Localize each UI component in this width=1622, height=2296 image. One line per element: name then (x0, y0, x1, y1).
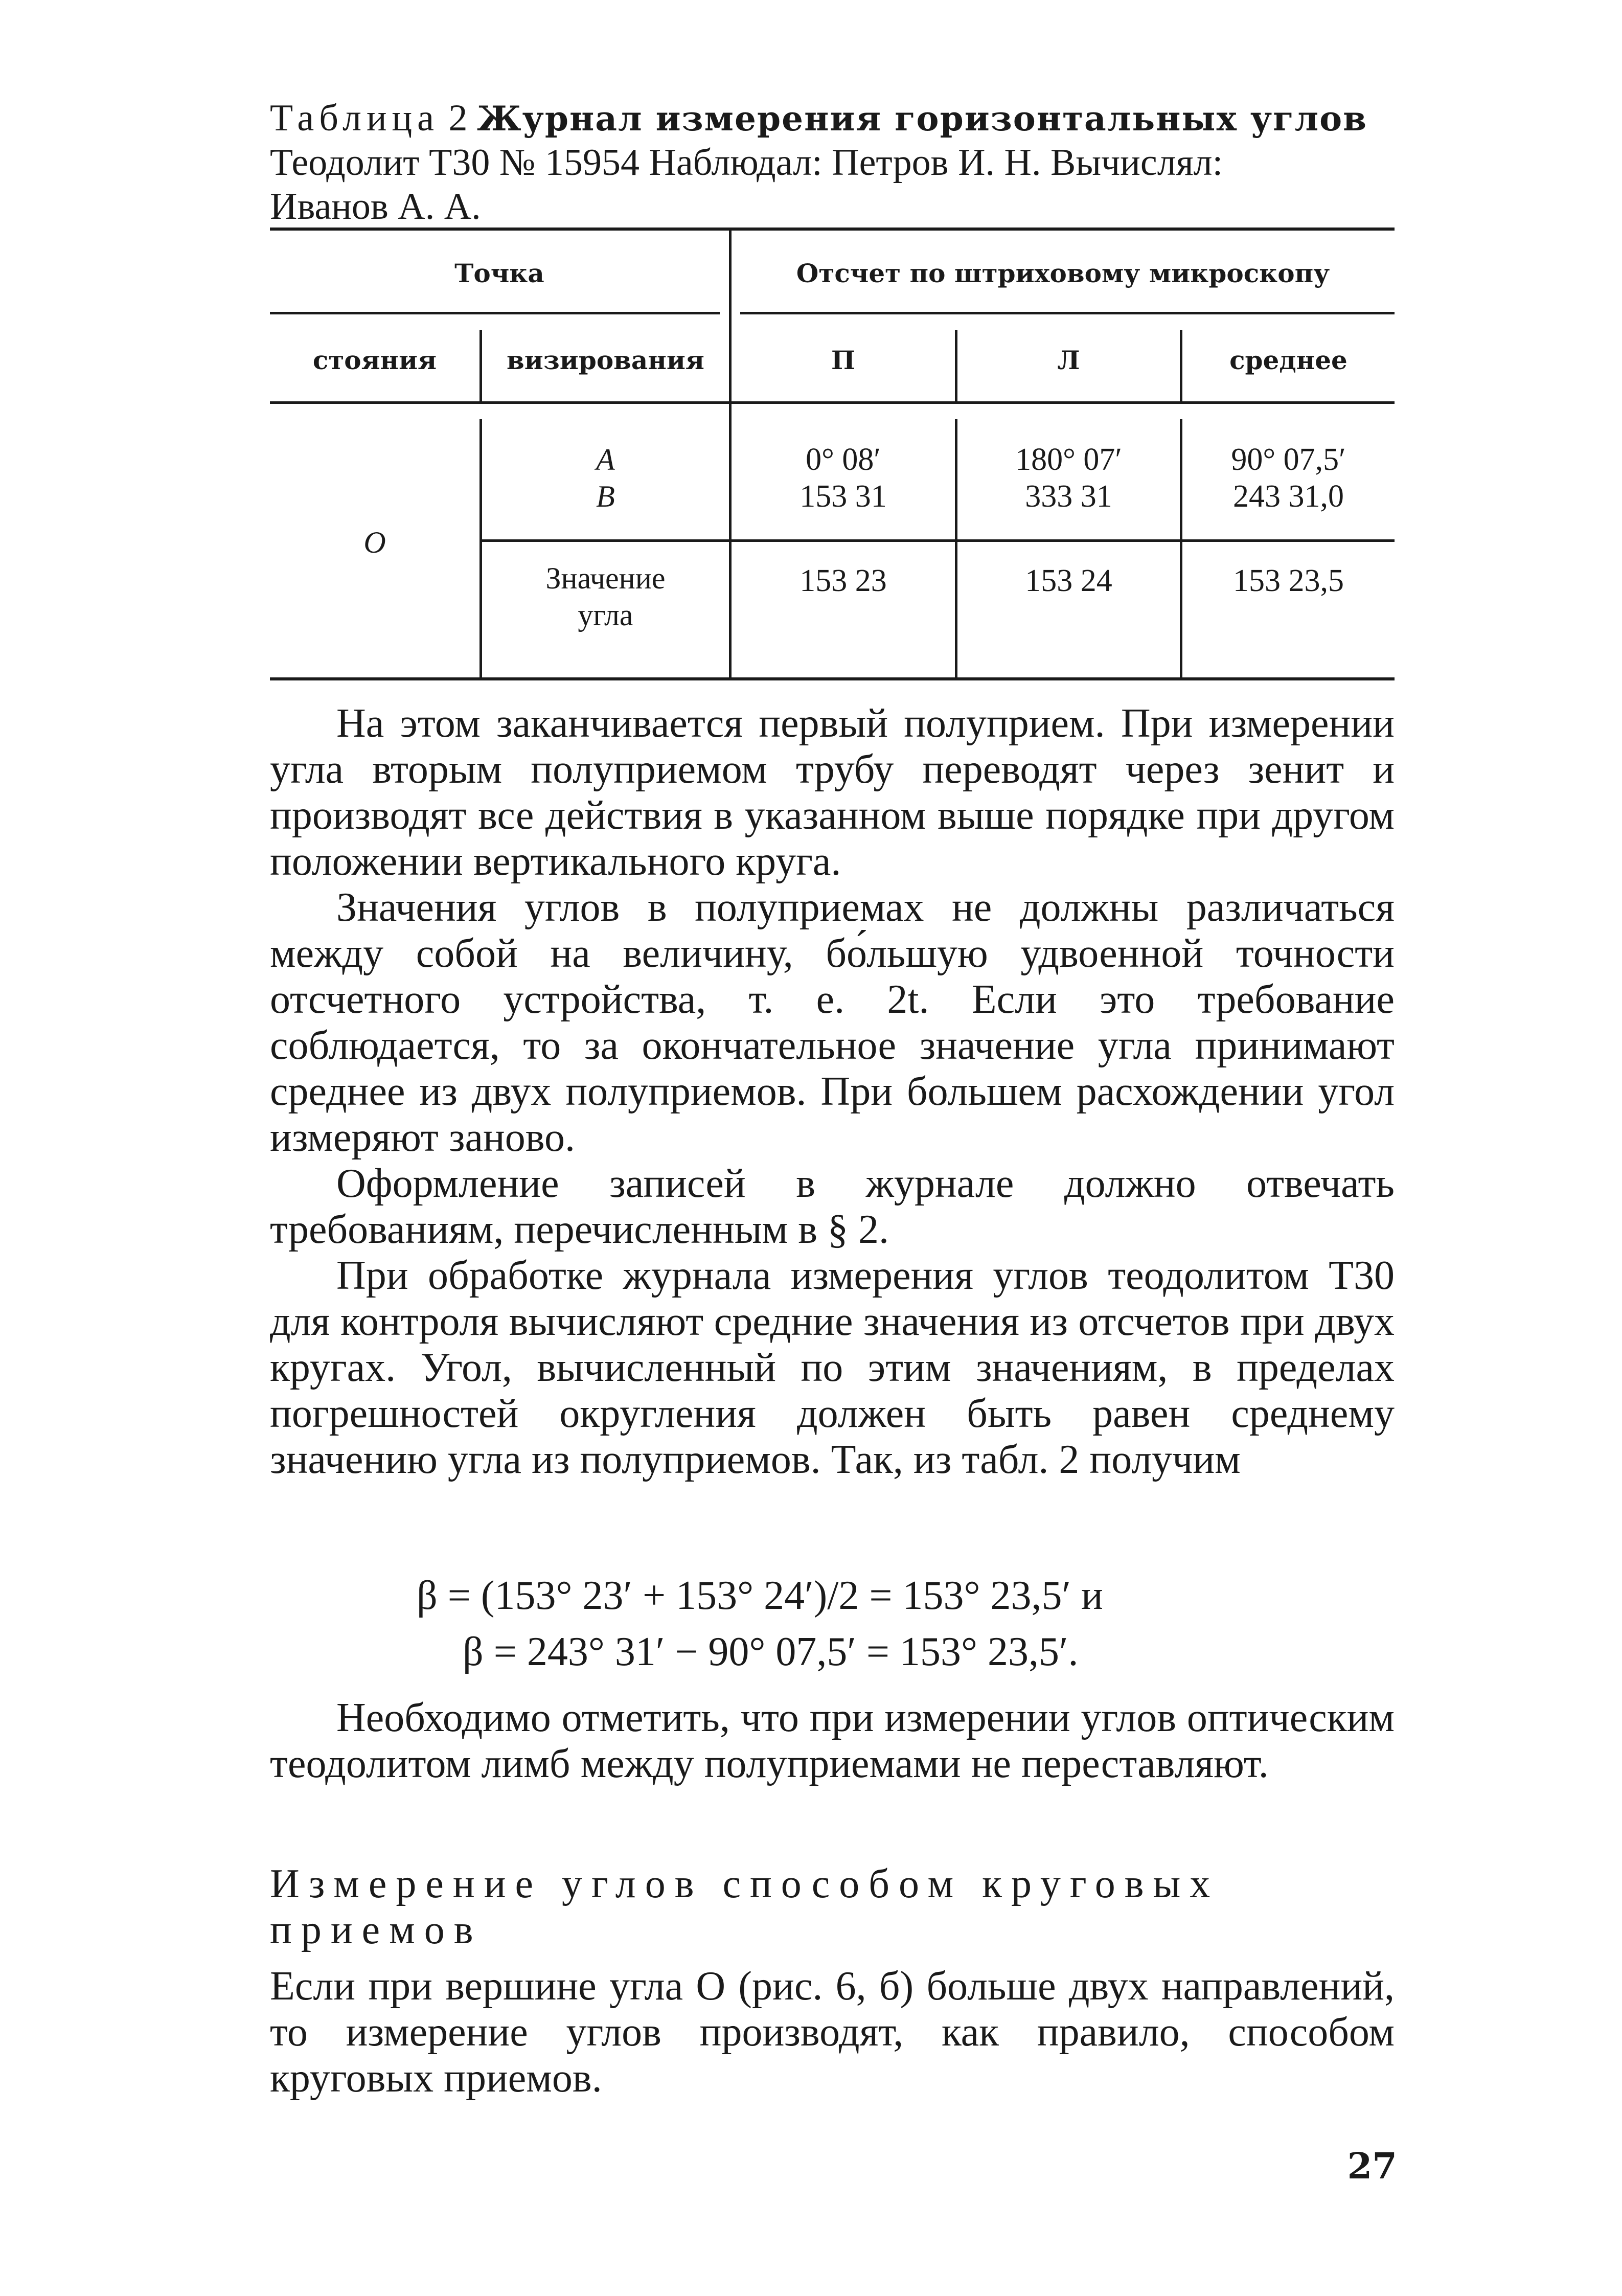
reading-mean-a: 90° 07,5′ (1231, 442, 1346, 477)
angle-label-line-2: угла (578, 598, 633, 632)
table-rule-header-bottom (270, 401, 1395, 404)
main-text (270, 700, 1395, 1483)
reading-l-b: 333 31 (1025, 479, 1112, 514)
paragraph-3: Оформление записей в журнале должно отвечать требованиям, перечисленным в § 2. (270, 1161, 1395, 1252)
header-mean: среднее (1229, 345, 1347, 375)
header-station: стояния (312, 345, 437, 375)
angle-label-line-1: Значение (545, 561, 666, 595)
header-l: Л (1057, 345, 1080, 375)
caption-line-3: Иванов А. А. (270, 186, 481, 228)
caption-title: Журнал измерения горизонтальных углов (477, 99, 1368, 139)
closing-text (270, 1695, 1395, 1787)
last-text (270, 1963, 1395, 2101)
header-p: П (831, 345, 856, 375)
formula-2: β = 243° 31′ − 90° 07,5′ = 153° 23,5′. (463, 1629, 1079, 1674)
angle-label (482, 560, 729, 633)
station-cell: О (363, 526, 386, 559)
reading-mean-b: 243 31,0 (1233, 479, 1344, 514)
header-sighting: визирования (507, 345, 704, 375)
angle-mean: 153 23,5 (1233, 563, 1344, 598)
formula-1: β = (153° 23′ + 153° 24′)/2 = 153° 23,5′ и (417, 1573, 1103, 1618)
caption-line-2: Теодолит Т30 № 15954 Наблюдал: Петров И. Н. Вычислял: (270, 142, 1223, 184)
page-number: 27 (1347, 2145, 1397, 2187)
caption-table-word: Таблица (270, 97, 439, 139)
paragraph-6: Если при вершине угла О (рис. 6, б) больше двух направлений, то измерение углов производят, как правило, способом круговых приемов. (270, 1964, 1395, 2101)
table-rule-point (270, 312, 720, 314)
table-rule-reading (740, 312, 1395, 314)
paragraph-1: На этом заканчивается первый полуприем. При измерении угла вторым полуприемом трубу переводят через зенит и производят все действия в указанном выше порядке при другом положении вертикального круга. (270, 701, 1395, 884)
paragraph-5: Необходимо отметить, что при измерении углов оптическим теодолитом лимб между полуприемами не переставляют. (270, 1695, 1395, 1786)
angle-l: 153 24 (1025, 563, 1112, 598)
table-rule-angle (479, 539, 1395, 542)
sight-b: В (596, 480, 615, 513)
caption-table-number: 2 (448, 97, 468, 139)
table-caption (270, 96, 1395, 229)
caption-title-line (270, 96, 1395, 141)
header-reading: Отсчет по штриховому микроскопу (796, 258, 1330, 288)
table-rule-bottom (270, 677, 1395, 680)
angle-p: 153 23 (799, 563, 887, 598)
paragraph-4: При обработке журнала измерения углов теодолитом Т30 для контроля вычисляют средние значения из отсчетов при двух кругах. Угол, вычисленный по этим значениям, в пределах погрешностей округления должен быть равен среднему значению угла из полуприемов. Так, из табл. 2 получим (270, 1253, 1395, 1482)
reading-l-a: 180° 07′ (1015, 442, 1122, 477)
paragraph-2: Значения углов в полуприемах не должны различаться между собой на величину, бо́льшую удвоенной точности отсчетного устройства, т. е. 2t. Если это требование соблюдается, то за окончательное значение угла принимают среднее из двух полуприемов. При большем расхождении угол измеряют заново. (270, 885, 1395, 1160)
angle-measurement-table (270, 228, 1395, 677)
sight-a: А (596, 443, 615, 476)
reading-p-b: 153 31 (799, 479, 887, 514)
table-rule-top (270, 228, 1395, 231)
section-heading: Измерение углов способом круговых приемов (270, 1861, 1220, 1952)
header-point: Точка (454, 258, 544, 288)
reading-p-a: 0° 08′ (806, 442, 881, 477)
